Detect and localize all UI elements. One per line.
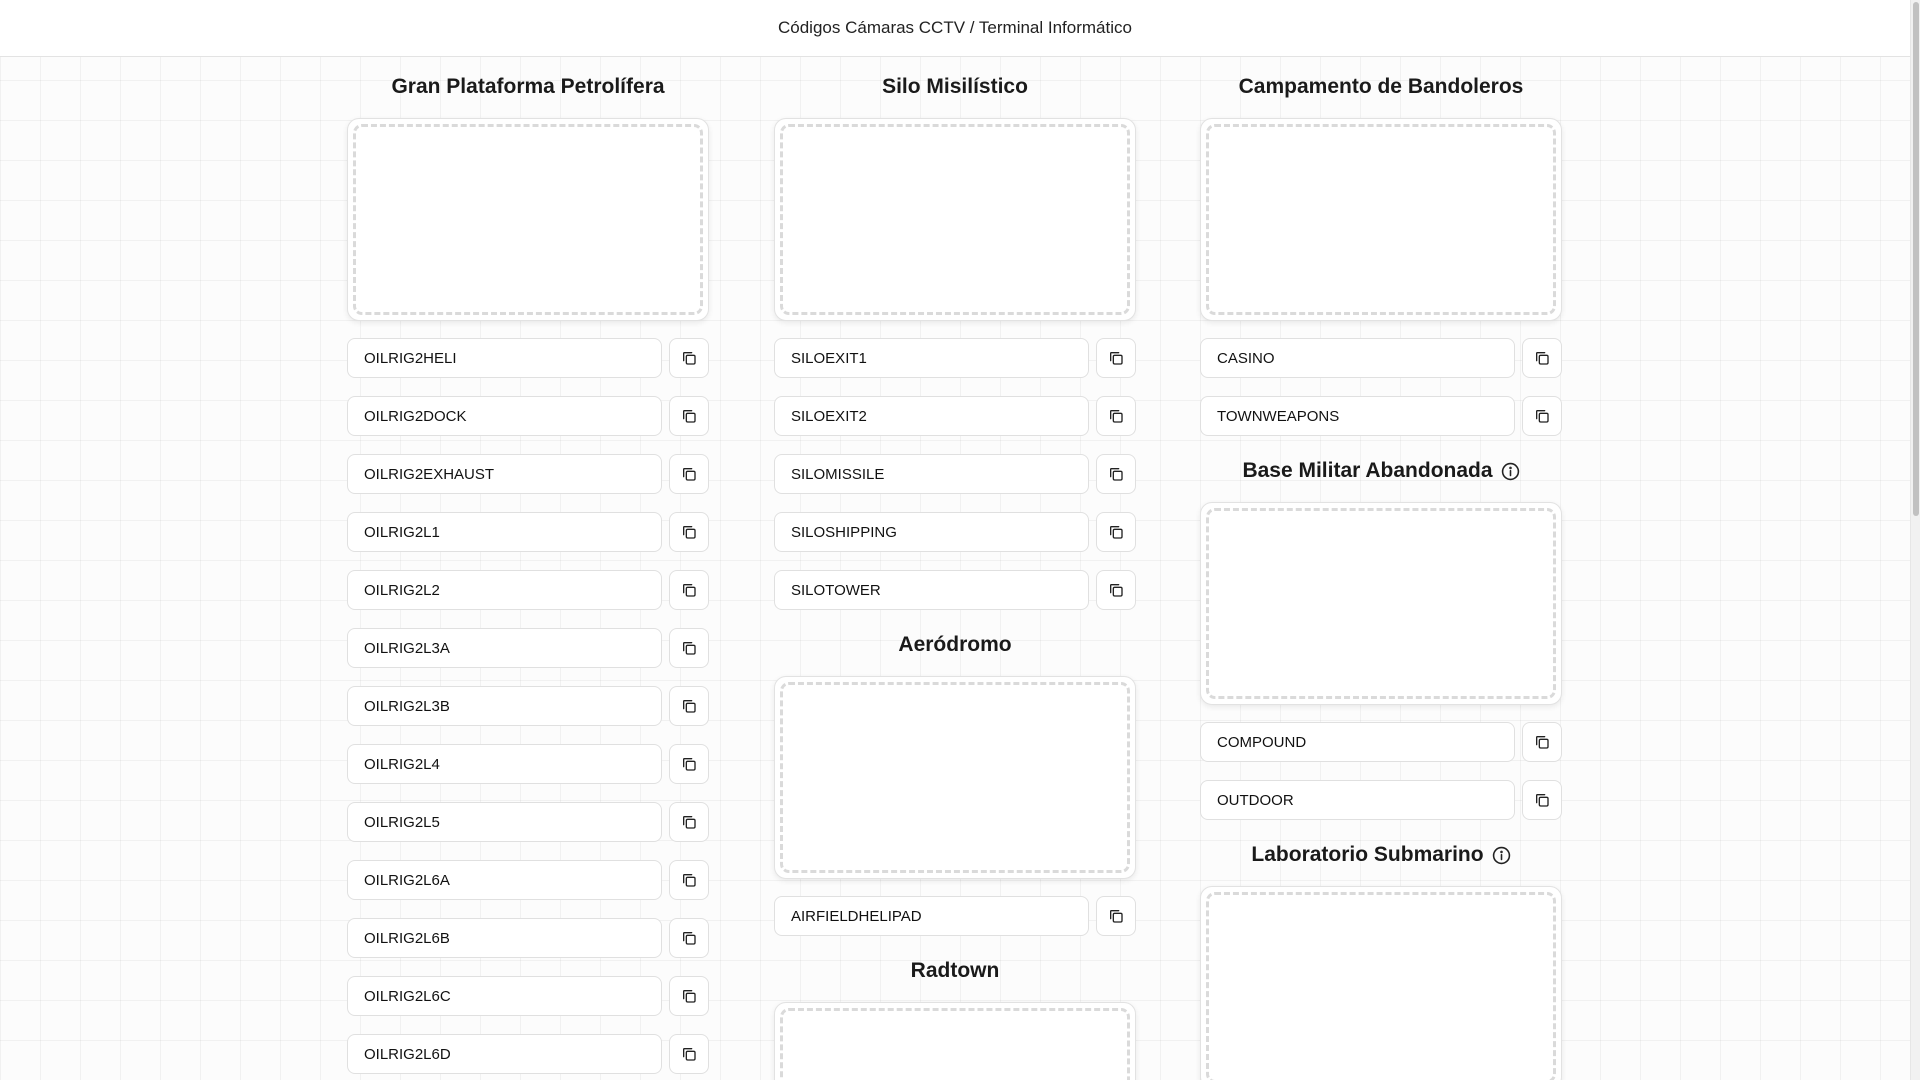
column-3 — [1200, 70, 1562, 1080]
copy-icon — [681, 466, 697, 482]
code-row — [347, 744, 709, 784]
code-list — [774, 896, 1136, 936]
copy-icon — [1108, 408, 1124, 424]
camera-image-dropzone — [1206, 508, 1556, 699]
copy-button[interactable] — [1522, 722, 1562, 762]
copy-button[interactable] — [1096, 512, 1136, 552]
camera-image-placeholder — [1200, 502, 1562, 705]
section-radtown — [774, 954, 1136, 1080]
code-row — [347, 976, 709, 1016]
section-title-text: Silo Misilístico — [882, 75, 1028, 98]
section-title — [1200, 838, 1562, 872]
camera-code-field[interactable] — [347, 628, 662, 668]
camera-code-field[interactable] — [347, 976, 662, 1016]
code-row — [774, 512, 1136, 552]
code-row — [347, 1034, 709, 1074]
code-row — [347, 396, 709, 436]
copy-button[interactable] — [669, 860, 709, 900]
code-row — [774, 396, 1136, 436]
copy-icon — [681, 408, 697, 424]
camera-code-field[interactable] — [1200, 722, 1515, 762]
page-scrollbar[interactable] — [1910, 0, 1920, 1080]
copy-button[interactable] — [669, 686, 709, 726]
section-laboratorio-submarino — [1200, 838, 1562, 1080]
camera-code-field[interactable] — [347, 512, 662, 552]
copy-icon — [681, 582, 697, 598]
copy-icon — [681, 814, 697, 830]
code-row — [1200, 722, 1562, 762]
code-list — [1200, 338, 1562, 436]
code-row — [347, 628, 709, 668]
copy-icon — [681, 524, 697, 540]
copy-button[interactable] — [1096, 396, 1136, 436]
section-title-text: Laboratorio Submarino — [1251, 843, 1484, 866]
camera-code-field[interactable] — [1200, 396, 1515, 436]
copy-button[interactable] — [669, 802, 709, 842]
code-row — [347, 570, 709, 610]
camera-image-dropzone — [780, 682, 1130, 873]
copy-icon — [681, 988, 697, 1004]
section-title-text: Aeródromo — [898, 633, 1012, 656]
camera-code-field[interactable] — [774, 396, 1089, 436]
copy-button[interactable] — [1522, 780, 1562, 820]
copy-icon — [681, 350, 697, 366]
copy-button[interactable] — [1522, 396, 1562, 436]
copy-button[interactable] — [1096, 338, 1136, 378]
column-2 — [774, 70, 1136, 1080]
camera-code-field[interactable] — [347, 570, 662, 610]
copy-icon — [681, 872, 697, 888]
copy-button[interactable] — [1096, 896, 1136, 936]
camera-code-field[interactable] — [347, 454, 662, 494]
copy-button[interactable] — [669, 918, 709, 958]
code-row — [347, 686, 709, 726]
copy-button[interactable] — [669, 512, 709, 552]
section-title-text: Campamento de Bandoleros — [1238, 75, 1524, 98]
camera-image-placeholder — [1200, 118, 1562, 321]
camera-code-field[interactable] — [774, 570, 1089, 610]
copy-icon — [681, 1046, 697, 1062]
code-row — [347, 860, 709, 900]
camera-code-field[interactable] — [774, 512, 1089, 552]
code-list — [347, 338, 709, 1074]
copy-icon — [1108, 524, 1124, 540]
camera-code-field[interactable] — [347, 802, 662, 842]
section-title — [774, 628, 1136, 662]
camera-image-placeholder — [1200, 886, 1562, 1080]
camera-code-field[interactable] — [1200, 780, 1515, 820]
code-row — [347, 338, 709, 378]
camera-image-dropzone — [1206, 892, 1556, 1080]
copy-icon — [1534, 408, 1550, 424]
copy-button[interactable] — [1096, 454, 1136, 494]
copy-icon — [1108, 350, 1124, 366]
camera-image-dropzone — [353, 124, 703, 315]
code-row — [347, 918, 709, 958]
copy-icon — [681, 640, 697, 656]
copy-icon — [681, 930, 697, 946]
section-title — [347, 70, 709, 104]
code-row — [774, 570, 1136, 610]
code-row — [1200, 396, 1562, 436]
section-gran-plataforma-petrolifera — [347, 70, 709, 1074]
code-row — [774, 896, 1136, 936]
copy-button[interactable] — [669, 1034, 709, 1074]
copy-button[interactable] — [669, 744, 709, 784]
copy-button[interactable] — [669, 628, 709, 668]
page-title: Códigos Cámaras CCTV / Terminal Informático — [778, 18, 1132, 37]
section-campamento-de-bandoleros — [1200, 70, 1562, 436]
section-title-text: Gran Plataforma Petrolífera — [391, 75, 665, 98]
copy-button[interactable] — [1522, 338, 1562, 378]
camera-code-field[interactable] — [347, 860, 662, 900]
camera-code-field[interactable] — [347, 338, 662, 378]
copy-icon — [1108, 582, 1124, 598]
camera-image-placeholder — [774, 1002, 1136, 1080]
copy-button[interactable] — [669, 338, 709, 378]
column-1 — [347, 70, 709, 1080]
copy-icon — [1108, 466, 1124, 482]
camera-code-field[interactable] — [1200, 338, 1515, 378]
copy-button[interactable] — [669, 454, 709, 494]
camera-code-field[interactable] — [347, 744, 662, 784]
section-title — [774, 954, 1136, 988]
section-title — [1200, 70, 1562, 104]
camera-image-placeholder — [347, 118, 709, 321]
copy-icon — [681, 698, 697, 714]
camera-code-field[interactable] — [347, 1034, 662, 1074]
copy-button[interactable] — [1096, 570, 1136, 610]
camera-code-field[interactable] — [774, 454, 1089, 494]
code-row — [1200, 338, 1562, 378]
top-bar — [0, 0, 1910, 57]
copy-icon — [1534, 734, 1550, 750]
info-icon[interactable] — [1492, 846, 1511, 865]
code-row — [774, 454, 1136, 494]
code-row — [347, 512, 709, 552]
section-title — [1200, 454, 1562, 488]
section-aerodromo — [774, 628, 1136, 936]
info-icon[interactable] — [1501, 462, 1520, 481]
section-title-text: Base Militar Abandonada — [1242, 459, 1493, 482]
camera-code-field[interactable] — [347, 686, 662, 726]
code-row — [1200, 780, 1562, 820]
copy-icon — [681, 756, 697, 772]
camera-code-field[interactable] — [347, 396, 662, 436]
copy-icon — [1534, 350, 1550, 366]
code-row — [347, 802, 709, 842]
section-silo-misilistico — [774, 70, 1136, 610]
scrollbar-thumb[interactable] — [1913, 2, 1919, 516]
section-title — [774, 70, 1136, 104]
code-row — [347, 454, 709, 494]
code-list — [1200, 722, 1562, 820]
camera-image-placeholder — [774, 676, 1136, 879]
section-base-militar-abandonada — [1200, 454, 1562, 820]
code-row — [774, 338, 1136, 378]
copy-button[interactable] — [669, 570, 709, 610]
section-title-text: Radtown — [910, 959, 1000, 982]
camera-code-field[interactable] — [347, 918, 662, 958]
copy-icon — [1534, 792, 1550, 808]
copy-button[interactable] — [669, 396, 709, 436]
copy-icon — [1108, 908, 1124, 924]
camera-image-placeholder — [774, 118, 1136, 321]
code-list — [774, 338, 1136, 610]
camera-image-dropzone — [780, 1008, 1130, 1080]
camera-code-field[interactable] — [774, 896, 1089, 936]
camera-image-dropzone — [1206, 124, 1556, 315]
copy-button[interactable] — [669, 976, 709, 1016]
camera-code-field[interactable] — [774, 338, 1089, 378]
camera-image-dropzone — [780, 124, 1130, 315]
